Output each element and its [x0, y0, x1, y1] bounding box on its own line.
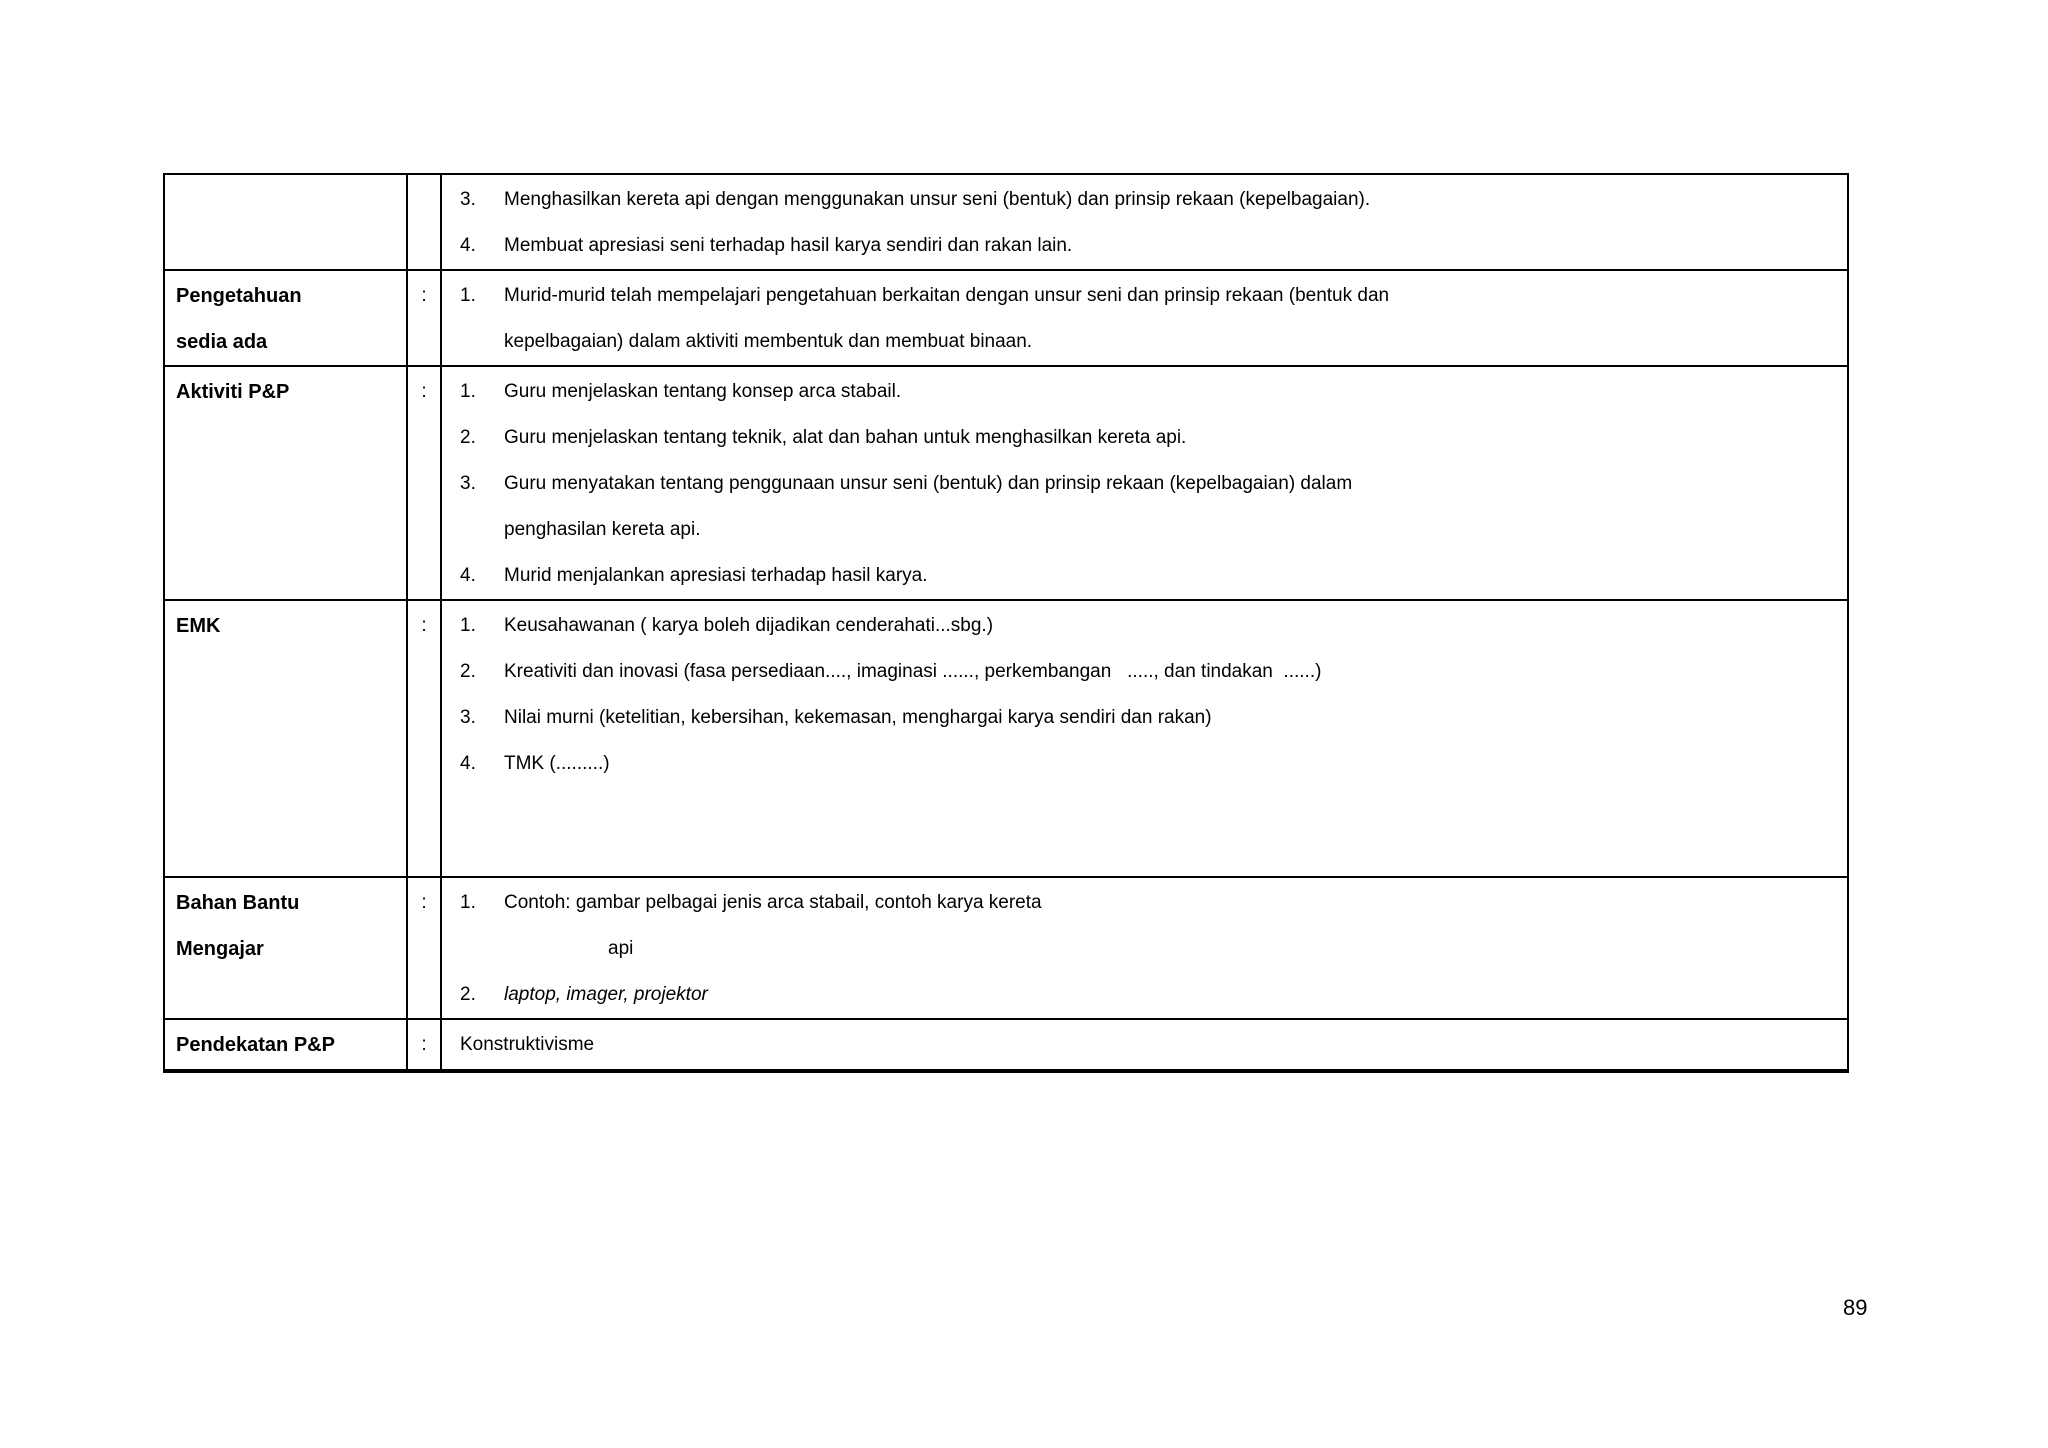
- item-line: Guru menjelaskan tentang konsep arca stabail.: [504, 381, 902, 402]
- lesson-plan-table: [163, 173, 1849, 1073]
- colon-cell: :: [407, 366, 441, 600]
- item-text: [504, 695, 1839, 741]
- content-cell: [441, 877, 1848, 1019]
- list-item: [460, 741, 1839, 787]
- table-row-pendekatan-pp: [164, 1019, 1848, 1071]
- row-label-cell: [164, 877, 407, 1019]
- item-line: Menghasilkan kereta api dengan menggunakan unsur seni (bentuk) dan prinsip rekaan (kepelbagaian).: [504, 189, 1371, 210]
- list-item: [460, 461, 1839, 553]
- item-text: [504, 553, 1839, 599]
- row-label-line: Pendekatan P&P: [176, 1034, 335, 1056]
- row-label-cell: [164, 270, 407, 366]
- item-text: [504, 741, 1839, 787]
- item-text: [504, 972, 1839, 1018]
- list-item: [460, 649, 1839, 695]
- item-line: api: [608, 938, 634, 959]
- item-number: 3.: [460, 189, 476, 210]
- list-item: [460, 603, 1839, 649]
- row-label-line: Bahan Bantu: [176, 892, 300, 914]
- item-number: 4.: [460, 753, 476, 774]
- item-number: 4.: [460, 235, 476, 256]
- item-number: 1.: [460, 381, 476, 402]
- item-line: Guru menyatakan tentang penggunaan unsur seni (bentuk) dan prinsip rekaan (kepelbagaian) dalam: [504, 473, 1353, 494]
- item-number: 2.: [460, 661, 476, 682]
- row-label-line: Pengetahuan: [176, 285, 302, 307]
- row-label-cell: [164, 366, 407, 600]
- item-line: penghasilan kereta api.: [504, 519, 701, 540]
- list-item: [460, 415, 1839, 461]
- table-row-pengetahuan-sedia-ada: [164, 270, 1848, 366]
- table-row-bahan-bantu-mengajar: [164, 877, 1848, 1019]
- item-line: Kreativiti dan inovasi (fasa persediaan...., imaginasi ......, perkembangan ....., dan tindakan ......): [504, 661, 1322, 682]
- item-text: [504, 223, 1839, 269]
- item-text: [504, 880, 1839, 972]
- list-item: [460, 369, 1839, 415]
- item-line: Murid menjalankan apresiasi terhadap hasil karya.: [504, 565, 928, 586]
- list-item: [460, 880, 1839, 972]
- item-number: 2.: [460, 427, 476, 448]
- item-text: [504, 461, 1839, 553]
- item-line: TMK (.........): [504, 753, 610, 774]
- item-text: [504, 415, 1839, 461]
- row-label-line: Mengajar: [176, 938, 264, 960]
- content-cell: [441, 600, 1848, 877]
- table-row-objectives-continued: [164, 174, 1848, 270]
- content-cell: [441, 174, 1848, 270]
- item-text: [504, 273, 1839, 365]
- item-text: [504, 177, 1839, 223]
- row-label-cell: [164, 600, 407, 877]
- item-line: Murid-murid telah mempelajari pengetahuan berkaitan dengan unsur seni dan prinsip rekaan (bentuk dan: [504, 285, 1390, 306]
- item-line: Guru menjelaskan tentang teknik, alat dan bahan untuk menghasilkan kereta api.: [504, 427, 1187, 448]
- list-item: [460, 223, 1839, 269]
- table-row-emk: [164, 600, 1848, 877]
- table-row-aktiviti-pp: [164, 366, 1848, 600]
- item-number: 1.: [460, 615, 476, 636]
- item-line: Contoh: gambar pelbagai jenis arca stabail, contoh karya kereta: [504, 892, 1042, 913]
- colon-cell: [407, 174, 441, 270]
- page-number: 89: [1843, 1295, 1868, 1320]
- item-number: 3.: [460, 473, 476, 494]
- item-line: Membuat apresiasi seni terhadap hasil karya sendiri dan rakan lain.: [504, 235, 1073, 256]
- item-text: [504, 649, 1839, 695]
- item-number: 3.: [460, 707, 476, 728]
- item-line: Nilai murni (ketelitian, kebersihan, kekemasan, menghargai karya sendiri dan rakan): [504, 707, 1212, 728]
- colon-cell: :: [407, 600, 441, 877]
- list-item: [460, 273, 1839, 365]
- item-line: laptop, imager, projektor: [504, 984, 708, 1005]
- list-item: [460, 553, 1839, 599]
- list-item: [460, 695, 1839, 741]
- item-text: [504, 369, 1839, 415]
- row-label-line: Aktiviti P&P: [176, 381, 290, 403]
- item-number: 1.: [460, 285, 476, 306]
- colon-cell: :: [407, 1019, 441, 1071]
- item-line: Keusahawanan ( karya boleh dijadikan cenderahati...sbg.): [504, 615, 994, 636]
- list-item: [460, 177, 1839, 223]
- row-label-line: EMK: [176, 615, 221, 637]
- item-line: kepelbagaian) dalam aktiviti membentuk dan membuat binaan.: [504, 331, 1033, 352]
- row-label-line: sedia ada: [176, 331, 268, 353]
- item-text: [504, 603, 1839, 649]
- list-item: [460, 972, 1839, 1018]
- item-number: 1.: [460, 892, 476, 913]
- item-number: 4.: [460, 565, 476, 586]
- colon-cell: :: [407, 877, 441, 1019]
- content-cell: [441, 366, 1848, 600]
- colon-cell: :: [407, 270, 441, 366]
- row-label-cell: [164, 174, 407, 270]
- row-label-cell: [164, 1019, 407, 1071]
- approach-value: Konstruktivisme: [460, 1034, 595, 1055]
- content-cell: [441, 1019, 1848, 1071]
- item-number: 2.: [460, 984, 476, 1005]
- content-cell: [441, 270, 1848, 366]
